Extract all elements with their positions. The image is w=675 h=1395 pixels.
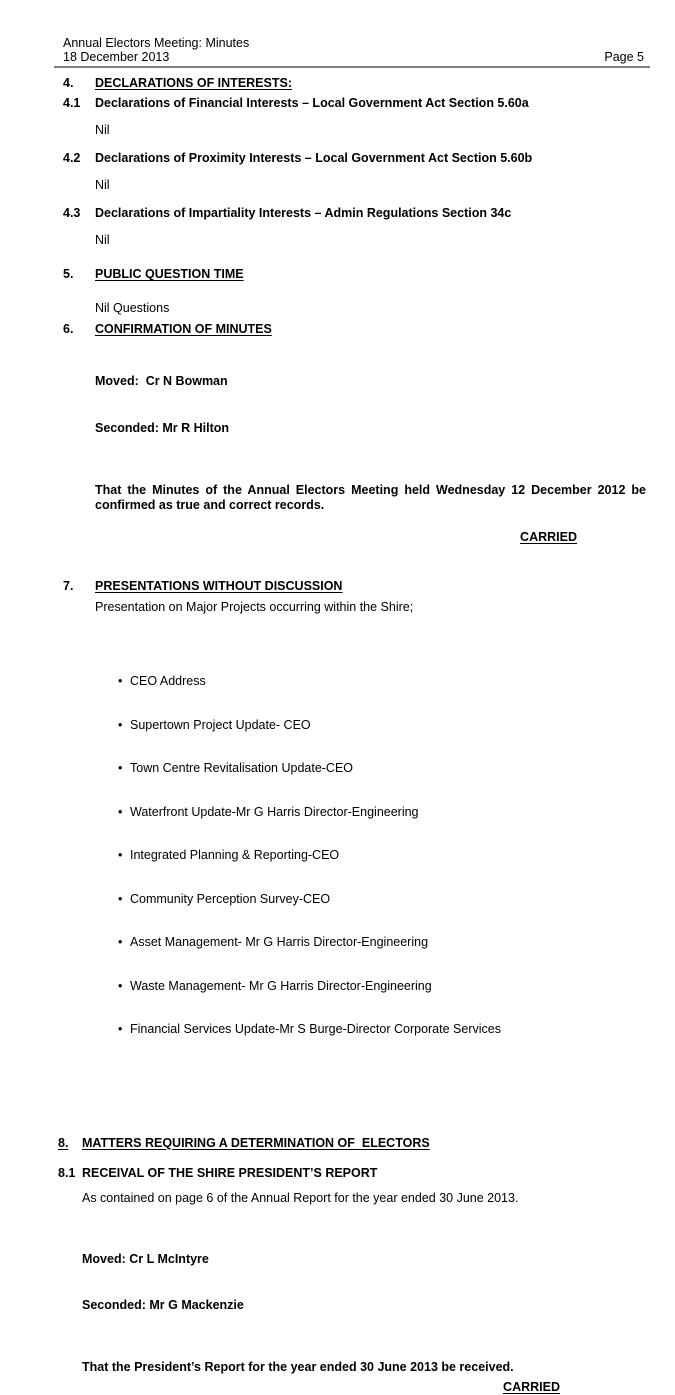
moved-line: Moved: Cr N Bowman <box>95 374 228 388</box>
section-5-body: Nil Questions <box>95 301 170 315</box>
section-4-1-body: Nil <box>95 123 110 137</box>
section-7-list-wrap <box>95 615 646 1096</box>
section-4-number: 4. <box>63 76 74 90</box>
section-8-1-heading: RECEIVAL OF THE SHIRE PRESIDENT’S REPORT <box>82 1165 378 1180</box>
section-6-result-row <box>63 530 646 545</box>
section-4-3-body: Nil <box>95 233 110 247</box>
section-7-number: 7. <box>63 579 74 593</box>
section-7-heading-row <box>63 579 646 594</box>
section-4-heading: DECLARATIONS OF INTERESTS: <box>95 76 292 90</box>
section-4-2-heading-row <box>63 151 646 166</box>
list-item: • Town Centre Revitalisation Update-CEO <box>118 761 646 776</box>
seconded-line: Seconded: Mr R Hilton <box>95 420 230 435</box>
section-4-2-heading: Declarations of Proximity Interests – Local Government Act Section 5.60b <box>95 151 533 165</box>
section-8-1-number: 8.1 <box>58 1165 76 1180</box>
page-number: Page 5 <box>604 50 644 64</box>
document-date: 18 December 2013 <box>63 50 170 64</box>
header-left <box>63 36 249 64</box>
presentation-list <box>95 645 646 1066</box>
section-4-3-heading: Declarations of Impartiality Interests – Admin Regulations Section 34c <box>95 206 512 220</box>
section-8-1-body: As contained on page 6 of the Annual Report for the year ended 30 June 2013. <box>82 1190 519 1205</box>
section-7-heading: PRESENTATIONS WITHOUT DISCUSSION <box>95 579 343 593</box>
list-item: • Waste Management- Mr G Harris Director-Engineering <box>118 979 646 994</box>
moved-line: Moved: Cr L McIntyre <box>82 1251 209 1266</box>
seconded-line: Seconded: Mr G Mackenzie <box>82 1298 244 1312</box>
document-title: Annual Electors Meeting: Minutes <box>63 36 250 50</box>
section-8-number: 8. <box>58 1135 69 1150</box>
section-8-heading: MATTERS REQUIRING A DETERMINATION OF ELECTORS <box>82 1135 430 1150</box>
section-4-3-heading-row <box>63 206 646 221</box>
section-4-3-number: 4.3 <box>63 206 81 220</box>
section-4-1-heading-row <box>63 96 646 111</box>
section-4-2-number: 4.2 <box>63 151 81 165</box>
carried-label: CARRIED <box>503 1379 560 1394</box>
section-8-1-result-row <box>63 1380 646 1395</box>
list-item: • Financial Services Update-Mr S Burge-Director Corporate Services <box>118 1022 646 1037</box>
section-6-heading: CONFIRMATION OF MINUTES <box>95 322 272 336</box>
carried-label: CARRIED <box>520 530 577 544</box>
section-5-heading: PUBLIC QUESTION TIME <box>95 267 244 281</box>
page-header <box>54 36 650 68</box>
section-5-number: 5. <box>63 267 74 281</box>
section-4-2-body: Nil <box>95 178 110 192</box>
section-6-heading-row <box>63 322 646 337</box>
section-4-heading-row <box>63 76 646 91</box>
list-item: • Integrated Planning & Reporting-CEO <box>118 848 646 863</box>
list-item: • Community Perception Survey-CEO <box>118 892 646 907</box>
section-4-1-heading: Declarations of Financial Interests – Local Government Act Section 5.60a <box>95 96 529 110</box>
section-4-1-number: 4.1 <box>63 96 81 110</box>
list-item: • Supertown Project Update- CEO <box>118 718 646 733</box>
section-6-number: 6. <box>63 322 74 336</box>
section-8-heading-row <box>58 1136 646 1151</box>
section-7-intro: Presentation on Major Projects occurring within the Shire; <box>95 600 414 614</box>
section-6-mover-block <box>95 343 646 467</box>
list-item: • CEO Address <box>118 674 646 689</box>
section-8-1-heading-row <box>58 1166 646 1181</box>
section-8-1-mover-block <box>82 1221 646 1345</box>
list-item: • Waterfront Update-Mr G Harris Director-Engineering <box>118 805 646 820</box>
section-8-1-motion: That the President’s Report for the year ended 30 June 2013 be received. <box>82 1359 514 1374</box>
section-5-heading-row <box>63 267 646 282</box>
list-item: • Asset Management- Mr G Harris Director-Engineering <box>118 935 646 950</box>
section-6-motion: That the Minutes of the Annual Electors Meeting held Wednesday 12 December 2012 be confirmed as true and correct records. <box>95 483 646 512</box>
document-body <box>58 76 646 1395</box>
